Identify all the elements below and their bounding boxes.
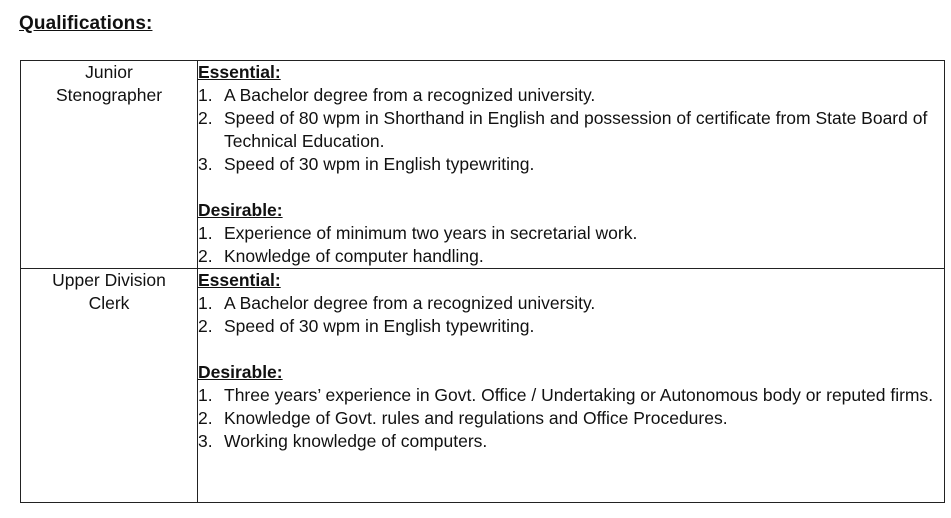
post-name-line: Clerk xyxy=(88,293,130,313)
item-text: Speed of 30 wpm in English typewriting. xyxy=(224,316,535,336)
item-text: Speed of 80 wpm in Shorthand in English and possession of certificate from State Board of Technical Education. xyxy=(224,108,928,151)
post-name-line: Junior xyxy=(85,62,133,82)
table-row-upper-division-clerk xyxy=(21,269,945,503)
post-name-cell xyxy=(21,61,198,269)
list-item xyxy=(198,222,944,245)
item-text: Three years’ experience in Govt. Office / Undertaking or Autonomous body or reputed firms. xyxy=(224,385,934,405)
list-item xyxy=(198,315,944,338)
requirements-cell xyxy=(198,269,945,503)
item-number: 1. xyxy=(198,85,213,105)
item-text: Speed of 30 wpm in English typewriting. xyxy=(224,154,535,174)
list-item xyxy=(198,107,944,153)
item-number: 3. xyxy=(198,431,213,451)
item-number: 2. xyxy=(198,246,213,266)
item-number: 1. xyxy=(198,385,213,405)
desirable-heading: Desirable: xyxy=(198,362,283,382)
essential-list xyxy=(198,84,944,176)
item-text: A Bachelor degree from a recognized university. xyxy=(224,293,596,313)
list-item xyxy=(198,292,944,315)
requirements-cell xyxy=(198,61,945,269)
list-item xyxy=(198,430,944,453)
list-item xyxy=(198,384,944,407)
item-text: Knowledge of computer handling. xyxy=(224,246,484,266)
item-text: Working knowledge of computers. xyxy=(224,431,488,451)
desirable-list xyxy=(198,384,944,453)
post-name-line: Stenographer xyxy=(55,85,163,105)
page-title: Qualifications: xyxy=(19,13,153,34)
item-number: 2. xyxy=(198,316,213,336)
item-number: 1. xyxy=(198,223,213,243)
list-item xyxy=(198,153,944,176)
qualifications-table xyxy=(20,60,945,503)
list-item xyxy=(198,245,944,268)
desirable-heading: Desirable: xyxy=(198,200,283,220)
item-number: 1. xyxy=(198,293,213,313)
item-text: Experience of minimum two years in secretarial work. xyxy=(224,223,638,243)
item-number: 2. xyxy=(198,108,213,128)
desirable-list xyxy=(198,222,944,268)
item-number: 3. xyxy=(198,154,213,174)
list-item xyxy=(198,84,944,107)
item-text: A Bachelor degree from a recognized university. xyxy=(224,85,596,105)
spacer xyxy=(198,338,944,361)
item-number: 2. xyxy=(198,408,213,428)
list-item xyxy=(198,407,944,430)
post-name-line: Upper Division xyxy=(52,270,166,290)
essential-list xyxy=(198,292,944,338)
essential-heading: Essential: xyxy=(198,270,281,290)
spacer xyxy=(198,176,944,199)
table-row-junior-stenographer xyxy=(21,61,945,269)
post-name-cell xyxy=(21,269,198,503)
item-text: Knowledge of Govt. rules and regulations and Office Procedures. xyxy=(224,408,728,428)
essential-heading: Essential: xyxy=(198,62,281,82)
